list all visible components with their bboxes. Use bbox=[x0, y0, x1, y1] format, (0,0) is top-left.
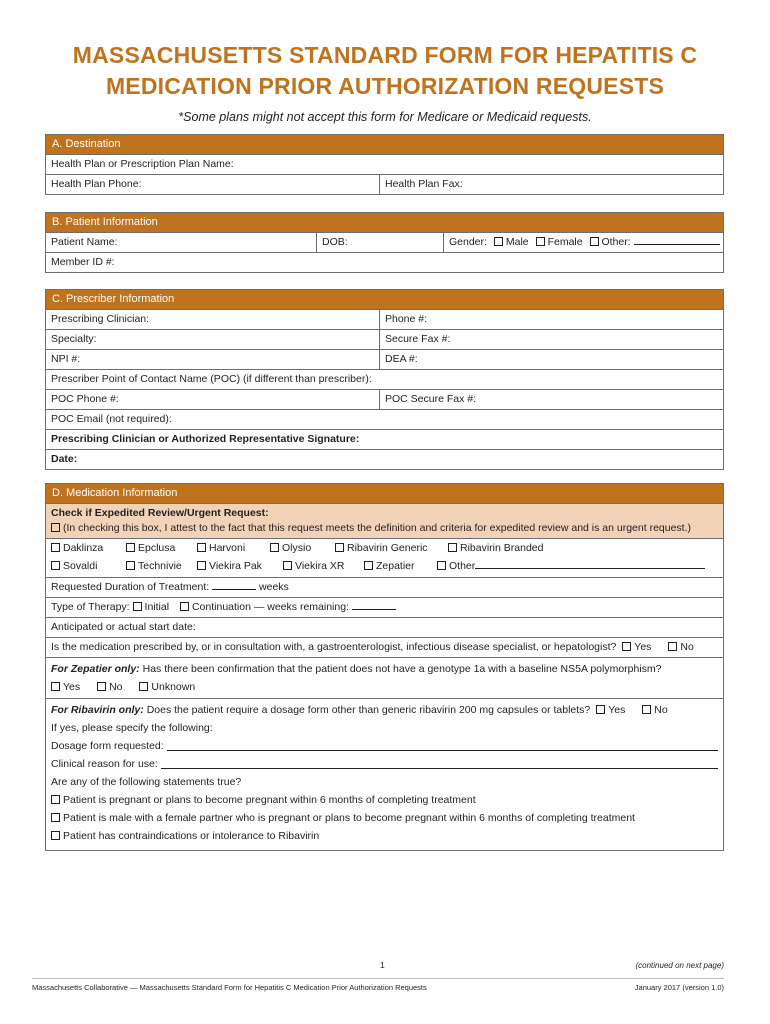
med-option[interactable] bbox=[126, 539, 175, 558]
section-destination bbox=[45, 134, 724, 195]
dob-field[interactable]: DOB: bbox=[316, 233, 443, 252]
dosage-form-input[interactable] bbox=[167, 738, 718, 751]
male-checkbox[interactable] bbox=[494, 237, 503, 246]
therapy-label: Type of Therapy: bbox=[51, 601, 130, 613]
row-patient bbox=[46, 233, 723, 253]
zepatier-unknown-checkbox[interactable] bbox=[139, 682, 148, 691]
checkbox[interactable] bbox=[335, 543, 344, 552]
expedited-row bbox=[51, 521, 718, 536]
med-option[interactable] bbox=[51, 539, 103, 558]
checkbox[interactable] bbox=[197, 561, 206, 570]
checkbox[interactable] bbox=[51, 543, 60, 552]
dosage-form-line bbox=[51, 737, 718, 755]
poc-name-field[interactable]: Prescriber Point of Contact Name (POC) (if different than prescriber): bbox=[51, 373, 372, 385]
patient-name-field[interactable]: Patient Name: bbox=[51, 236, 118, 248]
footer-divider bbox=[32, 978, 724, 979]
row-poc-phone bbox=[46, 390, 723, 410]
statement-item bbox=[51, 791, 718, 809]
checkbox[interactable] bbox=[197, 543, 206, 552]
row-start-date bbox=[46, 618, 723, 638]
statement-checkbox[interactable] bbox=[51, 831, 60, 840]
section-prescriber bbox=[45, 289, 724, 470]
med-label: Sovaldi bbox=[63, 560, 98, 572]
female-checkbox[interactable] bbox=[536, 237, 545, 246]
specialist-yes-checkbox[interactable] bbox=[622, 642, 631, 651]
section-medication bbox=[45, 483, 724, 851]
signature-field[interactable]: Prescribing Clinician or Authorized Representative Signature: bbox=[51, 433, 360, 445]
section-patient bbox=[45, 212, 724, 273]
duration-unit: weeks bbox=[259, 581, 289, 593]
gender-label: Gender: bbox=[449, 236, 487, 248]
checkbox[interactable] bbox=[126, 543, 135, 552]
checkbox[interactable] bbox=[364, 561, 373, 570]
statement-label: Patient has contraindications or intolerance to Ribavirin bbox=[63, 830, 320, 842]
row-specialty bbox=[46, 330, 723, 350]
form-title-line2: MEDICATION PRIOR AUTHORIZATION REQUESTS bbox=[105, 73, 665, 99]
specialist-no-checkbox[interactable] bbox=[668, 642, 677, 651]
ribavirin-block bbox=[46, 699, 723, 850]
med-option[interactable] bbox=[126, 557, 182, 576]
no-label: No bbox=[109, 681, 123, 693]
member-id-field[interactable]: Member ID #: bbox=[51, 256, 115, 268]
row-member-id bbox=[46, 253, 723, 272]
footer-left-text: Massachusetts Collaborative — Massachusetts Standard Form for Hepatitis C Medication Prior Authorization Requests bbox=[32, 983, 427, 992]
med-option[interactable] bbox=[364, 557, 415, 576]
section-d-header: D. Medication Information bbox=[46, 484, 723, 504]
page-number: 1 bbox=[380, 960, 385, 970]
clinical-reason-line bbox=[51, 755, 718, 773]
med-label: Viekira Pak bbox=[209, 560, 262, 572]
med-label: Ribavirin Branded bbox=[460, 542, 544, 554]
med-option[interactable] bbox=[283, 557, 344, 576]
female-label: Female bbox=[547, 236, 583, 248]
med-label: Daklinza bbox=[63, 542, 104, 554]
zepatier-text: Has there been confirmation that the patient does not have a genotype 1a with a baseline NS5A polymorphism? bbox=[142, 663, 662, 675]
expedited-box bbox=[46, 504, 723, 539]
med-option[interactable] bbox=[197, 557, 262, 576]
phone-field[interactable]: Phone #: bbox=[379, 310, 723, 329]
health-plan-phone-field[interactable]: Health Plan Phone: bbox=[51, 178, 142, 190]
yes-label: Yes bbox=[608, 704, 626, 716]
checkbox[interactable] bbox=[270, 543, 279, 552]
med-option[interactable] bbox=[51, 557, 97, 576]
yes-label: Yes bbox=[634, 641, 652, 653]
row-poc-name bbox=[46, 370, 723, 390]
ribavirin-question bbox=[51, 701, 718, 719]
statement-checkbox[interactable] bbox=[51, 795, 60, 804]
clinical-reason-label: Clinical reason for use: bbox=[51, 758, 158, 770]
specialist-question bbox=[46, 638, 694, 657]
med-option[interactable] bbox=[448, 539, 543, 558]
duration-label: Requested Duration of Treatment: bbox=[51, 581, 210, 593]
start-date-field[interactable]: Anticipated or actual start date: bbox=[51, 621, 196, 633]
row-poc-email bbox=[46, 410, 723, 430]
other-gender-checkbox[interactable] bbox=[590, 237, 599, 246]
medication-options bbox=[46, 539, 723, 578]
med-label: Harvoni bbox=[209, 542, 246, 554]
med-label: Olysio bbox=[282, 542, 312, 554]
expedited-checkbox[interactable] bbox=[51, 523, 60, 532]
unknown-label: Unknown bbox=[151, 681, 196, 693]
ribavirin-text: Does the patient require a dosage form other than generic ribavirin 200 mg capsules or tablets? bbox=[146, 704, 591, 716]
initial-label: Initial bbox=[144, 601, 170, 613]
checkbox[interactable] bbox=[126, 561, 135, 570]
row-npi bbox=[46, 350, 723, 370]
row-duration bbox=[46, 578, 723, 598]
health-plan-name-field[interactable]: Health Plan or Prescription Plan Name: bbox=[51, 158, 234, 170]
duration-field bbox=[46, 578, 289, 597]
poc-fax-field[interactable]: POC Secure Fax #: bbox=[379, 390, 723, 409]
secure-fax-field[interactable]: Secure Fax #: bbox=[379, 330, 723, 349]
no-label: No bbox=[680, 641, 694, 653]
yes-label: Yes bbox=[63, 681, 81, 693]
other-gender-label: Other: bbox=[601, 236, 631, 248]
form-title-line1: MASSACHUSETTS STANDARD FORM FOR HEPATITIS C bbox=[72, 42, 698, 68]
dosage-form-label: Dosage form requested: bbox=[51, 740, 164, 752]
zepatier-question bbox=[51, 660, 718, 678]
duration-input[interactable] bbox=[212, 579, 256, 590]
statements-question: Are any of the following statements true? bbox=[51, 776, 242, 788]
row-therapy bbox=[46, 598, 723, 618]
med-label: Ribavirin Generic bbox=[347, 542, 428, 554]
row-signature bbox=[46, 430, 723, 450]
dea-field[interactable]: DEA #: bbox=[379, 350, 723, 369]
therapy-field bbox=[46, 598, 396, 617]
ribavirin-yes-checkbox[interactable] bbox=[596, 705, 605, 714]
male-label: Male bbox=[505, 236, 529, 248]
med-label: Zepatier bbox=[376, 560, 415, 572]
poc-email-field[interactable]: POC Email (not required): bbox=[51, 413, 172, 425]
zepatier-block bbox=[46, 658, 723, 699]
no-label: No bbox=[654, 704, 668, 716]
row-date bbox=[46, 450, 723, 469]
checkbox[interactable] bbox=[283, 561, 292, 570]
zepatier-no-checkbox[interactable] bbox=[97, 682, 106, 691]
continuation-label: Continuation — weeks remaining: bbox=[191, 601, 349, 613]
gender-field bbox=[443, 233, 723, 252]
med-label: Other bbox=[449, 560, 476, 572]
row-plan-phone-fax bbox=[46, 175, 723, 194]
poc-phone-field[interactable]: POC Phone #: bbox=[51, 393, 119, 405]
zepatier-label: For Zepatier only: bbox=[51, 663, 140, 675]
statement-item bbox=[51, 827, 718, 848]
date-field[interactable]: Date: bbox=[51, 453, 78, 465]
row-clinician bbox=[46, 310, 723, 330]
checkbox[interactable] bbox=[51, 561, 60, 570]
med-label: Epclusa bbox=[138, 542, 176, 554]
footer-version: January 2017 (version 1.0) bbox=[634, 983, 724, 992]
statement-label: Patient is male with a female partner who is pregnant or plans to become pregnant within 6 months of completing treatment bbox=[63, 812, 635, 824]
row-plan-name bbox=[46, 155, 723, 175]
zepatier-options bbox=[51, 678, 718, 696]
med-option[interactable] bbox=[270, 539, 311, 558]
initial-checkbox[interactable] bbox=[133, 602, 142, 611]
med-label: Viekira XR bbox=[295, 560, 345, 572]
form-title bbox=[0, 40, 770, 102]
continuation-checkbox[interactable] bbox=[180, 602, 189, 611]
expedited-title: Check if Expedited Review/Urgent Request: bbox=[51, 507, 269, 519]
other-med-input[interactable] bbox=[475, 558, 705, 569]
checkbox[interactable] bbox=[448, 543, 457, 552]
med-option[interactable] bbox=[335, 539, 428, 558]
ribavirin-if-yes: If yes, please specify the following: bbox=[51, 722, 213, 734]
weeks-remaining-input[interactable] bbox=[352, 599, 396, 610]
checkbox[interactable] bbox=[437, 561, 446, 570]
statement-label: Patient is pregnant or plans to become pregnant within 6 months of completing treatment bbox=[63, 794, 476, 806]
section-b-header: B. Patient Information bbox=[46, 213, 723, 233]
med-option-other[interactable] bbox=[437, 557, 705, 576]
specialist-text: Is the medication prescribed by, or in consultation with, a gastroenterologist, infectious disease specialist, or hepatologist? bbox=[51, 641, 617, 653]
npi-field[interactable]: NPI #: bbox=[51, 353, 81, 365]
continued-note: (continued on next page) bbox=[635, 961, 724, 970]
form-subtitle: *Some plans might not accept this form for Medicare or Medicaid requests. bbox=[178, 110, 592, 124]
section-a-header: A. Destination bbox=[46, 135, 723, 155]
prescribing-clinician-field[interactable]: Prescribing Clinician: bbox=[51, 313, 150, 325]
statement-item bbox=[51, 809, 718, 827]
med-option[interactable] bbox=[197, 539, 245, 558]
health-plan-fax-field[interactable]: Health Plan Fax: bbox=[379, 175, 723, 194]
expedited-text: (In checking this box, I attest to the fact that this request meets the definition and criteria for expedited review and is an urgent request.) bbox=[63, 522, 692, 534]
specialty-field[interactable]: Specialty: bbox=[51, 333, 97, 345]
other-gender-input[interactable] bbox=[634, 234, 720, 245]
ribavirin-label: For Ribavirin only: bbox=[51, 704, 144, 716]
med-label: Technivie bbox=[138, 560, 182, 572]
section-c-header: C. Prescriber Information bbox=[46, 290, 723, 310]
statement-checkbox[interactable] bbox=[51, 813, 60, 822]
row-specialist bbox=[46, 638, 723, 658]
ribavirin-no-checkbox[interactable] bbox=[642, 705, 651, 714]
clinical-reason-input[interactable] bbox=[161, 756, 718, 769]
zepatier-yes-checkbox[interactable] bbox=[51, 682, 60, 691]
